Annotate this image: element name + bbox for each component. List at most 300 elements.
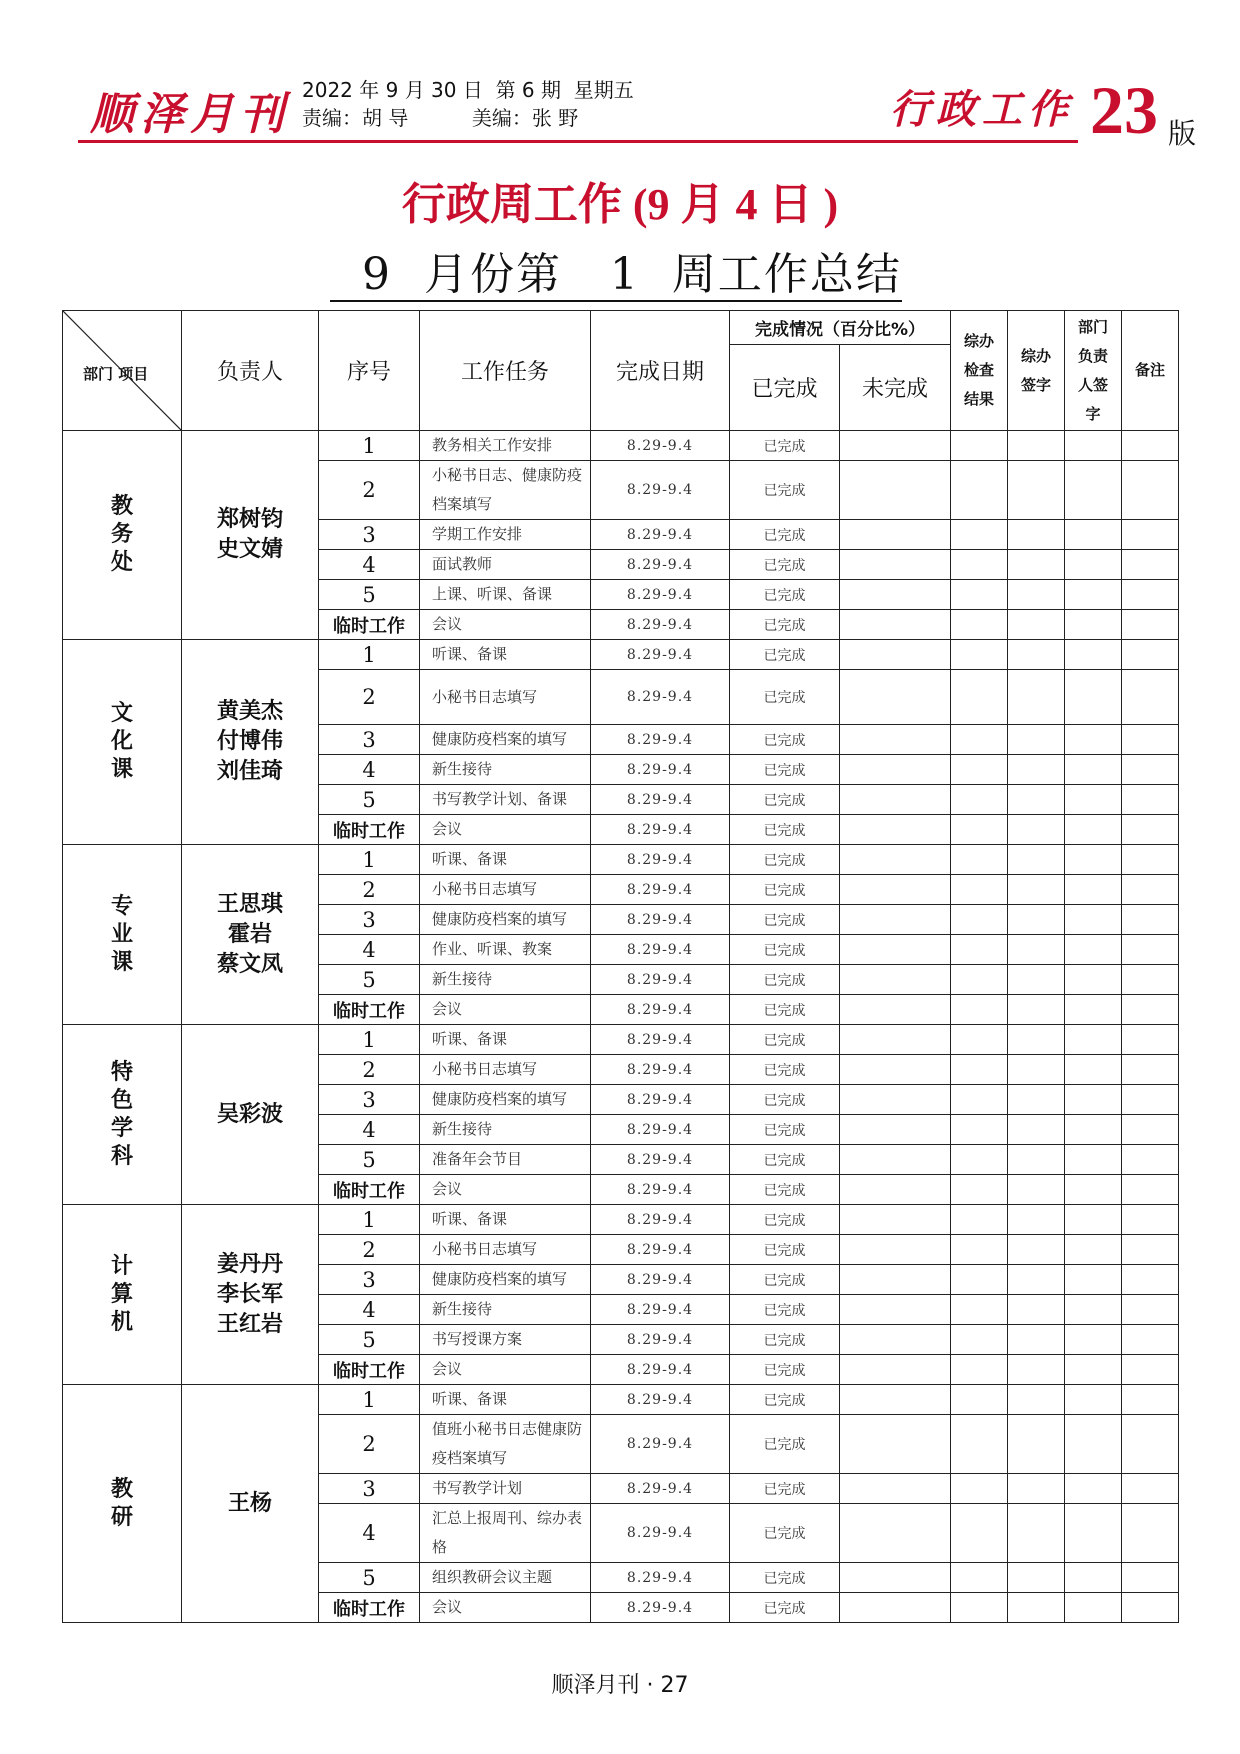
remark-cell xyxy=(1122,995,1179,1025)
done-cell: 已完成 xyxy=(730,1593,840,1623)
office-sign-cell xyxy=(1008,965,1065,995)
done-cell: 已完成 xyxy=(730,755,840,785)
task-cell: 书写教学计划 xyxy=(420,1474,591,1504)
remark-cell xyxy=(1122,1593,1179,1623)
remark-cell xyxy=(1122,1085,1179,1115)
remark-cell xyxy=(1122,875,1179,905)
dept-head-sign-cell xyxy=(1065,845,1122,875)
seq-cell: 3 xyxy=(319,1085,420,1115)
dept-char: 业 xyxy=(110,921,133,947)
office-sign-cell xyxy=(1008,785,1065,815)
owner-name: 王红岩 xyxy=(216,1311,283,1337)
remark-cell xyxy=(1122,1115,1179,1145)
owner-name: 蔡文凤 xyxy=(216,951,283,977)
undone-cell xyxy=(840,1205,951,1235)
remark-cell xyxy=(1122,1145,1179,1175)
done-cell: 已完成 xyxy=(730,995,840,1025)
dept-head-sign-cell xyxy=(1065,1295,1122,1325)
owner-name: 刘佳琦 xyxy=(216,759,283,784)
seq-cell: 4 xyxy=(319,550,420,580)
undone-cell xyxy=(840,640,951,670)
dept-head-sign-cell xyxy=(1065,1175,1122,1205)
owner-name: 姜丹丹 xyxy=(216,1251,283,1277)
dept-head-sign-cell xyxy=(1065,670,1122,725)
undone-cell xyxy=(840,1385,951,1415)
office-check-cell xyxy=(951,1085,1008,1115)
done-cell: 已完成 xyxy=(730,1325,840,1355)
owner-name: 黄美杰 xyxy=(216,699,283,724)
seq-cell: 1 xyxy=(319,1025,420,1055)
dept-char: 专 xyxy=(110,893,133,919)
remark-cell xyxy=(1122,815,1179,845)
seq-cell: 3 xyxy=(319,1265,420,1295)
remark-cell xyxy=(1122,1504,1179,1563)
office-sign-cell xyxy=(1008,1145,1065,1175)
seq-cell: 5 xyxy=(319,580,420,610)
remark-cell xyxy=(1122,580,1179,610)
done-cell: 已完成 xyxy=(730,1295,840,1325)
corner-label: 部门 项目 xyxy=(83,365,149,383)
undone-cell xyxy=(840,1085,951,1115)
dept-cell xyxy=(63,1205,182,1385)
task-cell: 健康防疫档案的填写 xyxy=(420,725,591,755)
date-cell: 8.29-9.4 xyxy=(591,815,730,845)
undone-cell xyxy=(840,550,951,580)
undone-cell xyxy=(840,1295,951,1325)
undone-cell xyxy=(840,1025,951,1055)
seq-cell: 4 xyxy=(319,935,420,965)
office-sign-cell xyxy=(1008,1295,1065,1325)
office-check-cell xyxy=(951,520,1008,550)
office-check-cell xyxy=(951,461,1008,520)
dept-cell xyxy=(63,640,182,845)
undone-cell xyxy=(840,1145,951,1175)
undone-cell xyxy=(840,1504,951,1563)
office-sign-cell xyxy=(1008,1175,1065,1205)
undone-cell xyxy=(840,815,951,845)
done-cell: 已完成 xyxy=(730,610,840,640)
remark-header: 备注 xyxy=(1122,311,1179,431)
owner-cell xyxy=(182,1025,319,1205)
done-cell: 已完成 xyxy=(730,1115,840,1145)
done-cell: 已完成 xyxy=(730,1474,840,1504)
task-cell: 会议 xyxy=(420,1355,591,1385)
remark-cell xyxy=(1122,905,1179,935)
work-summary-table xyxy=(62,310,1179,1623)
owner-cell xyxy=(182,431,319,640)
task-cell: 健康防疫档案的填写 xyxy=(420,1265,591,1295)
dept-head-sign-cell xyxy=(1065,1325,1122,1355)
task-cell: 书写授课方案 xyxy=(420,1325,591,1355)
office-check-cell xyxy=(951,431,1008,461)
office-check-cell xyxy=(951,995,1008,1025)
owner-name: 霍岩 xyxy=(227,921,272,947)
seq-cell: 3 xyxy=(319,725,420,755)
remark-cell xyxy=(1122,1325,1179,1355)
office-sign-cell xyxy=(1008,1055,1065,1085)
table-row xyxy=(63,1025,1179,1055)
office-check-cell xyxy=(951,845,1008,875)
task-cell: 面试教师 xyxy=(420,550,591,580)
office-check-cell xyxy=(951,1175,1008,1205)
owner-cell xyxy=(182,640,319,845)
office-check-cell xyxy=(951,1385,1008,1415)
office-check-cell xyxy=(951,1145,1008,1175)
office-sign-cell xyxy=(1008,1563,1065,1593)
remark-cell xyxy=(1122,1205,1179,1235)
owner-name: 王杨 xyxy=(227,1490,272,1516)
office-check-cell xyxy=(951,965,1008,995)
task-cell: 小秘书日志、健康防疫档案填写 xyxy=(420,461,591,520)
date-cell: 8.29-9.4 xyxy=(591,935,730,965)
task-cell: 听课、备课 xyxy=(420,1025,591,1055)
undone-cell xyxy=(840,1474,951,1504)
owner-name: 李长军 xyxy=(216,1281,283,1307)
date-cell: 8.29-9.4 xyxy=(591,1025,730,1055)
remark-cell xyxy=(1122,1295,1179,1325)
done-cell: 已完成 xyxy=(730,845,840,875)
office-check-cell xyxy=(951,1025,1008,1055)
date-cell: 8.29-9.4 xyxy=(591,1385,730,1415)
office-check-cell xyxy=(951,1265,1008,1295)
done-cell: 已完成 xyxy=(730,520,840,550)
office-sign-cell xyxy=(1008,905,1065,935)
undone-header: 未完成 xyxy=(840,345,951,431)
done-cell: 已完成 xyxy=(730,935,840,965)
seq-cell: 4 xyxy=(319,1115,420,1145)
date-cell: 8.29-9.4 xyxy=(591,965,730,995)
office-sign-cell xyxy=(1008,1025,1065,1055)
office-check-cell xyxy=(951,1563,1008,1593)
task-cell: 新生接待 xyxy=(420,755,591,785)
dept-head-sign-cell xyxy=(1065,1474,1122,1504)
dept-head-sign-cell xyxy=(1065,461,1122,520)
dept-char: 特 xyxy=(110,1059,133,1085)
date-cell: 8.29-9.4 xyxy=(591,670,730,725)
undone-cell xyxy=(840,995,951,1025)
office-sign-cell xyxy=(1008,995,1065,1025)
date-cell: 8.29-9.4 xyxy=(591,461,730,520)
dept-head-sign-cell xyxy=(1065,1025,1122,1055)
seq-cell: 2 xyxy=(319,461,420,520)
office-check-cell xyxy=(951,755,1008,785)
office-sign-cell xyxy=(1008,755,1065,785)
task-cell: 小秘书日志填写 xyxy=(420,1235,591,1265)
done-cell: 已完成 xyxy=(730,725,840,755)
office-check-cell xyxy=(951,1205,1008,1235)
done-cell: 已完成 xyxy=(730,875,840,905)
office-sign-header: 综办 签字 xyxy=(1008,311,1065,431)
done-cell: 已完成 xyxy=(730,1205,840,1235)
done-cell: 已完成 xyxy=(730,1175,840,1205)
done-cell: 已完成 xyxy=(730,1085,840,1115)
seq-cell: 5 xyxy=(319,1563,420,1593)
date-cell: 8.29-9.4 xyxy=(591,1085,730,1115)
done-cell: 已完成 xyxy=(730,1504,840,1563)
seq-cell: 1 xyxy=(319,845,420,875)
undone-cell xyxy=(840,965,951,995)
date-cell: 8.29-9.4 xyxy=(591,845,730,875)
remark-cell xyxy=(1122,640,1179,670)
remark-cell xyxy=(1122,670,1179,725)
undone-cell xyxy=(840,1325,951,1355)
dept-head-sign-cell xyxy=(1065,1265,1122,1295)
dept-char: 算 xyxy=(110,1281,133,1307)
undone-cell xyxy=(840,785,951,815)
dept-cell xyxy=(63,845,182,1025)
dept-cell xyxy=(63,1385,182,1623)
task-cell: 学期工作安排 xyxy=(420,520,591,550)
done-cell: 已完成 xyxy=(730,1265,840,1295)
date-cell: 8.29-9.4 xyxy=(591,755,730,785)
date-header: 完成日期 xyxy=(591,311,730,431)
done-cell: 已完成 xyxy=(730,461,840,520)
task-cell: 健康防疫档案的填写 xyxy=(420,905,591,935)
office-check-cell xyxy=(951,640,1008,670)
seq-cell: 1 xyxy=(319,640,420,670)
dept-head-sign-cell xyxy=(1065,520,1122,550)
remark-cell xyxy=(1122,1355,1179,1385)
owner-name: 付博伟 xyxy=(216,729,283,754)
dept-char: 课 xyxy=(110,757,133,782)
office-sign-cell xyxy=(1008,461,1065,520)
task-cell: 新生接待 xyxy=(420,965,591,995)
task-cell: 会议 xyxy=(420,1593,591,1623)
task-cell: 会议 xyxy=(420,1175,591,1205)
done-cell: 已完成 xyxy=(730,580,840,610)
corner-header xyxy=(63,311,182,431)
date-cell: 8.29-9.4 xyxy=(591,1415,730,1474)
date-cell: 8.29-9.4 xyxy=(591,520,730,550)
dept-head-sign-cell xyxy=(1065,815,1122,845)
office-sign-cell xyxy=(1008,725,1065,755)
undone-cell xyxy=(840,935,951,965)
dept-head-sign-cell xyxy=(1065,1055,1122,1085)
dept-char: 计 xyxy=(110,1253,133,1279)
dept-char: 机 xyxy=(110,1309,133,1335)
undone-cell xyxy=(840,875,951,905)
seq-cell: 1 xyxy=(319,1205,420,1235)
remark-cell xyxy=(1122,520,1179,550)
office-check-cell xyxy=(951,1295,1008,1325)
done-cell: 已完成 xyxy=(730,640,840,670)
remark-cell xyxy=(1122,1265,1179,1295)
office-check-cell xyxy=(951,1055,1008,1085)
dept-head-sign-cell xyxy=(1065,725,1122,755)
undone-cell xyxy=(840,1563,951,1593)
seq-cell: 临时工作 xyxy=(319,815,420,845)
date-cell: 8.29-9.4 xyxy=(591,431,730,461)
task-cell: 小秘书日志填写 xyxy=(420,875,591,905)
office-sign-cell xyxy=(1008,431,1065,461)
task-cell: 作业、听课、教案 xyxy=(420,935,591,965)
done-cell: 已完成 xyxy=(730,550,840,580)
office-sign-cell xyxy=(1008,935,1065,965)
table-row xyxy=(63,845,1179,875)
seq-cell: 2 xyxy=(319,1235,420,1265)
office-check-header: 综办 检查 结果 xyxy=(951,311,1008,431)
dept-char: 教 xyxy=(110,1476,133,1502)
date-cell: 8.29-9.4 xyxy=(591,580,730,610)
undone-cell xyxy=(840,610,951,640)
seq-cell: 3 xyxy=(319,520,420,550)
office-sign-cell xyxy=(1008,1205,1065,1235)
date-cell: 8.29-9.4 xyxy=(591,785,730,815)
office-check-cell xyxy=(951,815,1008,845)
owner-name: 郑树钧 xyxy=(216,507,283,532)
seq-cell: 3 xyxy=(319,1474,420,1504)
date-cell: 8.29-9.4 xyxy=(591,1265,730,1295)
dept-char: 色 xyxy=(110,1087,133,1113)
remark-cell xyxy=(1122,785,1179,815)
office-sign-cell xyxy=(1008,610,1065,640)
office-sign-cell xyxy=(1008,1593,1065,1623)
office-check-cell xyxy=(951,935,1008,965)
remark-cell xyxy=(1122,1055,1179,1085)
date-cell: 8.29-9.4 xyxy=(591,1563,730,1593)
remark-cell xyxy=(1122,1563,1179,1593)
office-check-cell xyxy=(951,1235,1008,1265)
dept-char: 文 xyxy=(110,701,133,726)
task-cell: 会议 xyxy=(420,815,591,845)
editor-line: 责编：胡 导 美编：张 野 xyxy=(302,106,579,130)
office-sign-cell xyxy=(1008,1415,1065,1474)
seq-header: 序号 xyxy=(319,311,420,431)
seq-cell: 临时工作 xyxy=(319,995,420,1025)
task-cell: 教务相关工作安排 xyxy=(420,431,591,461)
date-cell: 8.29-9.4 xyxy=(591,1355,730,1385)
seq-cell: 临时工作 xyxy=(319,1593,420,1623)
date-cell: 8.29-9.4 xyxy=(591,1175,730,1205)
remark-cell xyxy=(1122,755,1179,785)
section-title: 行政工作 xyxy=(890,86,1074,133)
remark-cell xyxy=(1122,431,1179,461)
seq-cell: 4 xyxy=(319,1295,420,1325)
done-cell: 已完成 xyxy=(730,431,840,461)
date-cell: 8.29-9.4 xyxy=(591,1593,730,1623)
remark-cell xyxy=(1122,610,1179,640)
remark-cell xyxy=(1122,550,1179,580)
dept-head-sign-cell xyxy=(1065,875,1122,905)
office-check-cell xyxy=(951,550,1008,580)
seq-cell: 5 xyxy=(319,1325,420,1355)
dept-char: 处 xyxy=(110,550,133,575)
office-sign-cell xyxy=(1008,1355,1065,1385)
task-header: 工作任务 xyxy=(420,311,591,431)
done-cell: 已完成 xyxy=(730,785,840,815)
office-sign-cell xyxy=(1008,1385,1065,1415)
dept-char: 务 xyxy=(110,522,133,547)
office-check-cell xyxy=(951,580,1008,610)
owner-cell xyxy=(182,1205,319,1385)
task-cell: 听课、备课 xyxy=(420,845,591,875)
seq-cell: 5 xyxy=(319,785,420,815)
dept-head-sign-cell xyxy=(1065,580,1122,610)
seq-cell: 2 xyxy=(319,1415,420,1474)
date-cell: 8.29-9.4 xyxy=(591,550,730,580)
dept-char: 教 xyxy=(110,494,133,519)
office-sign-cell xyxy=(1008,1115,1065,1145)
done-cell: 已完成 xyxy=(730,1235,840,1265)
office-sign-cell xyxy=(1008,845,1065,875)
undone-cell xyxy=(840,520,951,550)
subheadline: 9 月份第 1 周工作总结 xyxy=(330,249,902,300)
dept-head-sign-header: 部门 负责 人签 字 xyxy=(1065,311,1122,431)
remark-cell xyxy=(1122,1025,1179,1055)
undone-cell xyxy=(840,845,951,875)
office-sign-cell xyxy=(1008,670,1065,725)
date-cell: 8.29-9.4 xyxy=(591,875,730,905)
dept-head-sign-cell xyxy=(1065,640,1122,670)
undone-cell xyxy=(840,1265,951,1295)
dept-head-sign-cell xyxy=(1065,610,1122,640)
task-cell: 健康防疫档案的填写 xyxy=(420,1085,591,1115)
remark-cell xyxy=(1122,725,1179,755)
dept-head-sign-cell xyxy=(1065,1504,1122,1563)
done-cell: 已完成 xyxy=(730,1145,840,1175)
remark-cell xyxy=(1122,845,1179,875)
dept-head-sign-cell xyxy=(1065,1563,1122,1593)
owner-header: 负责人 xyxy=(182,311,319,431)
dept-head-sign-cell xyxy=(1065,995,1122,1025)
seq-cell: 临时工作 xyxy=(319,1175,420,1205)
undone-cell xyxy=(840,725,951,755)
seq-cell: 4 xyxy=(319,1504,420,1563)
office-check-cell xyxy=(951,1325,1008,1355)
undone-cell xyxy=(840,1355,951,1385)
office-sign-cell xyxy=(1008,550,1065,580)
date-cell: 8.29-9.4 xyxy=(591,610,730,640)
owner-name: 吴彩波 xyxy=(216,1101,283,1127)
owner-cell xyxy=(182,845,319,1025)
office-check-cell xyxy=(951,1355,1008,1385)
headline: 行政周工作 (9 月 4 日 ) xyxy=(401,180,839,229)
task-cell: 听课、备课 xyxy=(420,1205,591,1235)
date-cell: 8.29-9.4 xyxy=(591,1235,730,1265)
date-cell: 8.29-9.4 xyxy=(591,905,730,935)
undone-cell xyxy=(840,905,951,935)
task-cell: 准备年会节目 xyxy=(420,1145,591,1175)
dept-head-sign-cell xyxy=(1065,550,1122,580)
office-sign-cell xyxy=(1008,640,1065,670)
date-cell: 8.29-9.4 xyxy=(591,1504,730,1563)
done-cell: 已完成 xyxy=(730,1055,840,1085)
office-sign-cell xyxy=(1008,815,1065,845)
seq-cell: 3 xyxy=(319,905,420,935)
dept-head-sign-cell xyxy=(1065,1145,1122,1175)
task-cell: 听课、备课 xyxy=(420,1385,591,1415)
remark-cell xyxy=(1122,1175,1179,1205)
date-cell: 8.29-9.4 xyxy=(591,1474,730,1504)
undone-cell xyxy=(840,1175,951,1205)
undone-cell xyxy=(840,755,951,785)
office-sign-cell xyxy=(1008,875,1065,905)
office-check-cell xyxy=(951,1115,1008,1145)
owner-name: 王思琪 xyxy=(216,891,283,917)
dept-head-sign-cell xyxy=(1065,755,1122,785)
dept-head-sign-cell xyxy=(1065,1355,1122,1385)
dept-head-sign-cell xyxy=(1065,935,1122,965)
seq-cell: 2 xyxy=(319,875,420,905)
task-cell: 值班小秘书日志健康防疫档案填写 xyxy=(420,1415,591,1474)
undone-cell xyxy=(840,670,951,725)
office-check-cell xyxy=(951,1474,1008,1504)
seq-cell: 5 xyxy=(319,1145,420,1175)
dept-char: 化 xyxy=(110,729,133,754)
task-cell: 会议 xyxy=(420,995,591,1025)
task-cell: 小秘书日志填写 xyxy=(420,670,591,725)
done-cell: 已完成 xyxy=(730,1355,840,1385)
